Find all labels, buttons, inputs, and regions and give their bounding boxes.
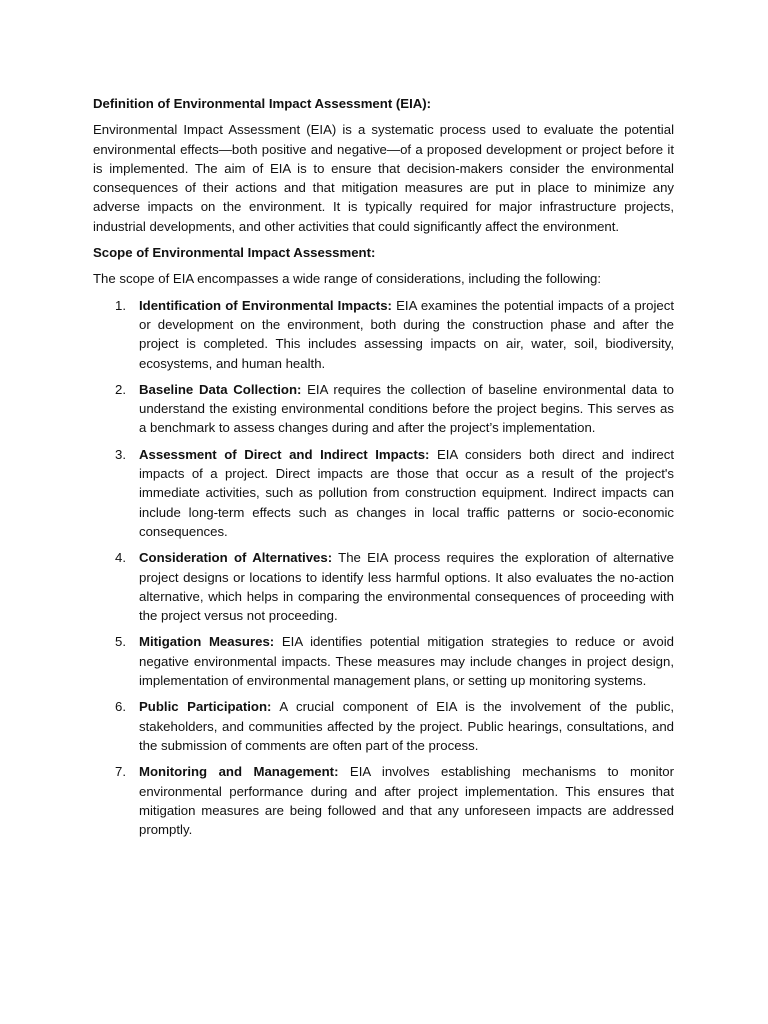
document-body bbox=[93, 94, 674, 846]
list-item-number: 3. bbox=[115, 446, 126, 462]
list-item-number: 6. bbox=[115, 699, 126, 715]
list-item-term: Public Participation: bbox=[139, 699, 272, 715]
list-item bbox=[93, 296, 674, 373]
list-item-text: A crucial component of EIA is the involvement of the public, stakeholders, and communities affected by the project. Public hearings, consultations, and the submission of comments are often part of the process. bbox=[139, 699, 675, 753]
list-item bbox=[93, 380, 674, 438]
list-item-term: Monitoring and Management: bbox=[139, 764, 339, 780]
list-item-number: 1. bbox=[115, 297, 126, 313]
list-item-number: 2. bbox=[115, 381, 126, 397]
list-item-text: EIA considers both direct and indirect impacts of a project. Direct impacts are those that occur as a result of the project's immediate activities, such as pollution from construction equipment. Indirect impacts can include long-term effects such as changes in local traffic patterns or socio-economic consequences. bbox=[139, 446, 674, 539]
list-item bbox=[93, 697, 674, 755]
scope-intro: The scope of EIA encompasses a wide range of considerations, including the following: bbox=[93, 271, 602, 287]
list-item-term: Mitigation Measures: bbox=[139, 634, 275, 650]
list-item-number: 4. bbox=[115, 550, 126, 566]
list-item bbox=[93, 762, 674, 839]
list-item-text: EIA examines the potential impacts of a project or development on the environment, both during the construction phase and after the project is completed. This includes assessing impacts on air, water, soil, biodiversity, ecosystems, and human health. bbox=[139, 297, 674, 371]
list-item-term: Consideration of Alternatives: bbox=[139, 550, 333, 566]
list-item-text: EIA involves establishing mechanisms to monitor environmental performance during and after project implementation. This ensures that mitigation measures are being followed and that any unforeseen impacts are addressed promptly. bbox=[139, 764, 674, 838]
list-item-term: Baseline Data Collection: bbox=[139, 381, 302, 397]
list-item-term: Identification of Environmental Impacts: bbox=[139, 297, 392, 313]
list-item-text: EIA identifies potential mitigation strategies to reduce or avoid negative environmental impacts. These measures may include changes in project design, implementation of environmental management plans, or setting up monitoring systems. bbox=[139, 634, 674, 689]
list-item-number: 5. bbox=[115, 634, 126, 650]
list-item bbox=[93, 632, 674, 690]
definition-paragraph: Environmental Impact Assessment (EIA) is a systematic process used to evaluate the potential environmental effects—both positive and negative—of a proposed development or project before it is implemented. The aim of EIA is to ensure that decision-makers consider the environmental consequences of their actions and that mitigation measures are put in place to minimize any adverse impacts on the environment. It is typically required for major infrastructure projects, industrial developments, and other activities that could significantly affect the environment. bbox=[93, 122, 674, 234]
list-item-text: EIA requires the collection of baseline environmental data to understand the existing environmental conditions before the project begins. This serves as a benchmark to assess changes during and after the project’s implementation. bbox=[139, 381, 674, 436]
scope-heading: Scope of Environmental Impact Assessment: bbox=[93, 245, 376, 261]
scope-list bbox=[93, 296, 674, 840]
list-item-text: The EIA process requires the exploration of alternative project designs or locations to identify less harmful options. It also evaluates the no-action alternative, which helps in comparing the environmental consequences of proceeding with the project versus not proceeding. bbox=[139, 550, 674, 624]
list-item bbox=[93, 445, 674, 541]
definition-heading: Definition of Environmental Impact Assessment (EIA): bbox=[93, 96, 432, 111]
list-item bbox=[93, 548, 674, 625]
list-item-number: 7. bbox=[115, 764, 126, 780]
list-item-term: Assessment of Direct and Indirect Impacts: bbox=[139, 446, 430, 462]
